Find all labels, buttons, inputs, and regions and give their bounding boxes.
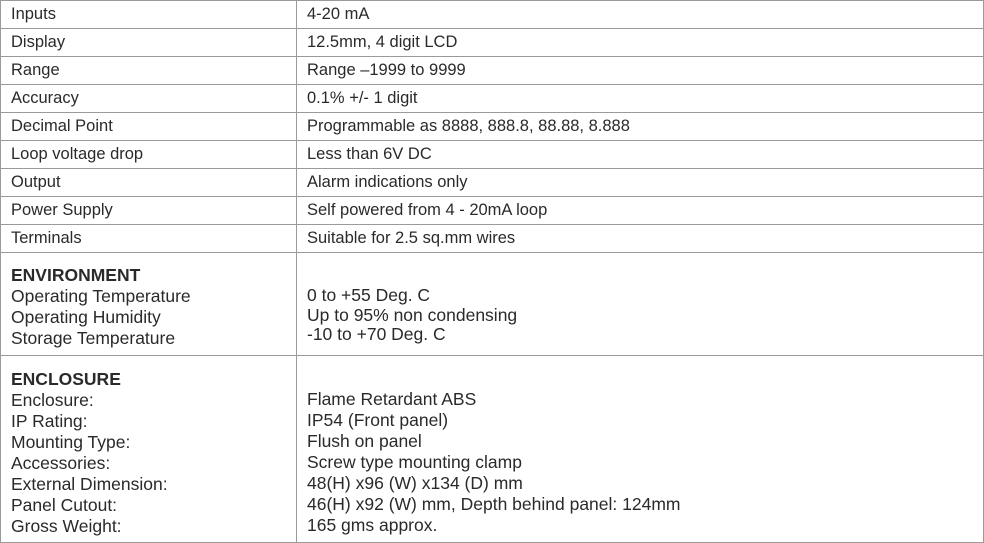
environment-section <box>1 253 984 356</box>
spec-label: Display <box>1 29 297 57</box>
spec-row-inputs <box>1 1 984 29</box>
spec-row-power-supply <box>1 197 984 225</box>
spec-value: Less than 6V DC <box>297 141 984 169</box>
enclosure-heading: ENCLOSURE <box>11 369 121 389</box>
spec-value: 12.5mm, 4 digit LCD <box>297 29 984 57</box>
enc-label: Enclosure: <box>11 390 94 410</box>
env-value: 0 to +55 Deg. C <box>307 285 431 305</box>
env-value: Up to 95% non condensing <box>307 304 518 325</box>
spec-value: Alarm indications only <box>297 169 984 197</box>
enclosure-labels <box>1 356 297 543</box>
spec-value: Programmable as 8888, 888.8, 88.88, 8.888 <box>297 113 984 141</box>
spec-value: 4-20 mA <box>297 1 984 29</box>
spec-row-accuracy <box>1 85 984 113</box>
enc-label: Accessories: <box>11 453 111 473</box>
spec-label: Accuracy <box>1 85 297 113</box>
env-label: Storage Temperature <box>11 328 176 348</box>
spec-label: Inputs <box>1 1 297 29</box>
spec-row-range <box>1 57 984 85</box>
env-label: Operating Temperature <box>11 286 191 306</box>
environment-heading: ENVIRONMENT <box>11 265 141 285</box>
env-value: -10 to +70 Deg. C <box>307 324 446 344</box>
spec-row-display <box>1 29 984 57</box>
spec-label: Power Supply <box>1 197 297 225</box>
enclosure-values <box>297 356 984 543</box>
enc-label: IP Rating: <box>11 411 88 431</box>
spec-label: Terminals <box>1 225 297 253</box>
enc-value: 46(H) x92 (W) mm, Depth behind panel: 124mm <box>307 494 681 514</box>
spec-row-terminals <box>1 225 984 253</box>
enc-value: 48(H) x96 (W) x134 (D) mm <box>307 473 523 493</box>
enc-label: Mounting Type: <box>11 432 131 452</box>
spec-value: Suitable for 2.5 sq.mm wires <box>297 225 984 253</box>
spec-row-decimal-point <box>1 113 984 141</box>
spec-label: Output <box>1 169 297 197</box>
enc-label: Gross Weight: <box>11 516 122 536</box>
spec-label: Loop voltage drop <box>1 141 297 169</box>
enc-value: Screw type mounting clamp <box>307 452 522 472</box>
enc-value: Flame Retardant ABS <box>307 389 477 409</box>
enc-value: Flush on panel <box>307 431 422 451</box>
environment-labels <box>1 253 297 356</box>
spec-value: Range –1999 to 9999 <box>297 57 984 85</box>
spec-label: Range <box>1 57 297 85</box>
enc-label: External Dimension: <box>11 474 168 494</box>
enc-value: IP54 (Front panel) <box>307 410 449 430</box>
spec-row-loop-voltage-drop <box>1 141 984 169</box>
env-label: Operating Humidity <box>11 307 161 327</box>
spec-label: Decimal Point <box>1 113 297 141</box>
enc-label: Panel Cutout: <box>11 495 118 515</box>
environment-values <box>297 253 984 356</box>
spec-row-output <box>1 169 984 197</box>
enclosure-section <box>1 356 984 543</box>
enc-value: 165 gms approx. <box>307 515 438 535</box>
spec-value: 0.1% +/- 1 digit <box>297 85 984 113</box>
spec-value: Self powered from 4 - 20mA loop <box>297 197 984 225</box>
